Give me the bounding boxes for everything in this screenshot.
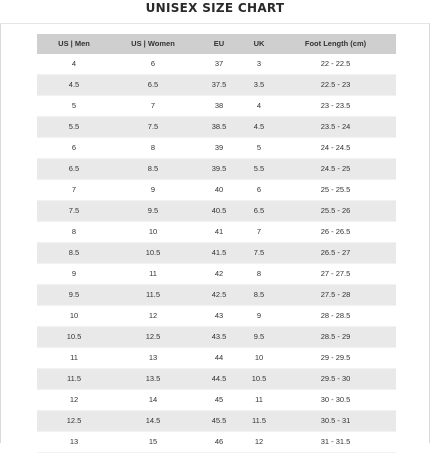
table-row <box>37 306 396 327</box>
table-row <box>37 348 396 369</box>
cell-uk: 8 <box>243 264 275 285</box>
cell-eu: 40.5 <box>195 201 243 222</box>
cell-us-women: 14.5 <box>111 411 195 432</box>
cell-us-women: 7.5 <box>111 117 195 138</box>
cell-eu: 45 <box>195 390 243 411</box>
table-row <box>37 201 396 222</box>
cell-us-women: 8.5 <box>111 159 195 180</box>
cell-us-women: 12.5 <box>111 327 195 348</box>
cell-foot-length: 23.5 - 24 <box>275 117 396 138</box>
cell-us-men: 7 <box>37 180 111 201</box>
cell-us-men: 11.5 <box>37 369 111 390</box>
cell-us-men: 7.5 <box>37 201 111 222</box>
cell-us-women: 15 <box>111 432 195 453</box>
header-eu: EU <box>213 39 225 48</box>
table-row <box>37 138 396 159</box>
cell-us-men: 4.5 <box>37 75 111 96</box>
header-foot-length: Foot Length (cm) <box>304 39 367 48</box>
cell-us-men: 9 <box>37 264 111 285</box>
cell-us-women: 7 <box>111 96 195 117</box>
cell-foot-length: 22 - 22.5 <box>275 54 396 75</box>
cell-us-men: 6.5 <box>37 159 111 180</box>
table-row <box>37 327 396 348</box>
page-title: UNISEX SIZE CHART <box>145 1 285 15</box>
size-table <box>37 34 396 453</box>
cell-uk: 10.5 <box>243 369 275 390</box>
cell-uk: 3 <box>243 54 275 75</box>
cell-us-women: 11.5 <box>111 285 195 306</box>
table-row <box>37 159 396 180</box>
cell-uk: 4.5 <box>243 117 275 138</box>
cell-eu: 43 <box>195 306 243 327</box>
cell-foot-length: 25.5 - 26 <box>275 201 396 222</box>
cell-us-women: 11 <box>111 264 195 285</box>
table-row <box>37 411 396 432</box>
cell-foot-length: 23 - 23.5 <box>275 96 396 117</box>
cell-eu: 39 <box>195 138 243 159</box>
table-row <box>37 54 396 75</box>
cell-uk: 6.5 <box>243 201 275 222</box>
table-header-row <box>37 34 396 54</box>
table-row <box>37 96 396 117</box>
cell-us-men: 13 <box>37 432 111 453</box>
cell-foot-length: 30 - 30.5 <box>275 390 396 411</box>
cell-uk: 12 <box>243 432 275 453</box>
cell-eu: 44 <box>195 348 243 369</box>
cell-us-men: 8.5 <box>37 243 111 264</box>
cell-us-women: 6 <box>111 54 195 75</box>
cell-eu: 41 <box>195 222 243 243</box>
cell-uk: 10 <box>243 348 275 369</box>
cell-eu: 40 <box>195 180 243 201</box>
cell-us-women: 10 <box>111 222 195 243</box>
table-row <box>37 180 396 201</box>
cell-us-women: 14 <box>111 390 195 411</box>
cell-foot-length: 28 - 28.5 <box>275 306 396 327</box>
table-row <box>37 117 396 138</box>
table-header <box>37 34 396 54</box>
cell-foot-length: 24 - 24.5 <box>275 138 396 159</box>
cell-eu: 38.5 <box>195 117 243 138</box>
cell-eu: 42 <box>195 264 243 285</box>
cell-foot-length: 29.5 - 30 <box>275 369 396 390</box>
cell-us-men: 4 <box>37 54 111 75</box>
table-row <box>37 390 396 411</box>
cell-us-women: 13.5 <box>111 369 195 390</box>
cell-us-women: 8 <box>111 138 195 159</box>
cell-eu: 42.5 <box>195 285 243 306</box>
cell-us-men: 11 <box>37 348 111 369</box>
cell-us-men: 9.5 <box>37 285 111 306</box>
cell-us-women: 9.5 <box>111 201 195 222</box>
table-row <box>37 264 396 285</box>
cell-eu: 44.5 <box>195 369 243 390</box>
cell-uk: 3.5 <box>243 75 275 96</box>
cell-foot-length: 26.5 - 27 <box>275 243 396 264</box>
cell-eu: 45.5 <box>195 411 243 432</box>
table-body <box>37 54 396 453</box>
cell-us-men: 10 <box>37 306 111 327</box>
cell-us-men: 5 <box>37 96 111 117</box>
cell-us-men: 12 <box>37 390 111 411</box>
cell-foot-length: 30.5 - 31 <box>275 411 396 432</box>
cell-uk: 4 <box>243 96 275 117</box>
cell-foot-length: 28.5 - 29 <box>275 327 396 348</box>
table-row <box>37 222 396 243</box>
cell-foot-length: 29 - 29.5 <box>275 348 396 369</box>
cell-us-women: 9 <box>111 180 195 201</box>
cell-foot-length: 31 - 31.5 <box>275 432 396 453</box>
cell-uk: 8.5 <box>243 285 275 306</box>
cell-foot-length: 27.5 - 28 <box>275 285 396 306</box>
table-row <box>37 75 396 96</box>
cell-uk: 11.5 <box>243 411 275 432</box>
cell-us-men: 10.5 <box>37 327 111 348</box>
cell-uk: 5 <box>243 138 275 159</box>
cell-us-men: 8 <box>37 222 111 243</box>
cell-us-men: 5.5 <box>37 117 111 138</box>
cell-eu: 46 <box>195 432 243 453</box>
cell-foot-length: 22.5 - 23 <box>275 75 396 96</box>
cell-uk: 5.5 <box>243 159 275 180</box>
header-us-men: US | Men <box>58 39 90 48</box>
cell-us-women: 13 <box>111 348 195 369</box>
cell-uk: 6 <box>243 180 275 201</box>
cell-uk: 7.5 <box>243 243 275 264</box>
cell-foot-length: 24.5 - 25 <box>275 159 396 180</box>
cell-foot-length: 26 - 26.5 <box>275 222 396 243</box>
table-row <box>37 285 396 306</box>
table-container <box>37 34 396 453</box>
header-us-women: US | Women <box>131 39 175 48</box>
cell-eu: 39.5 <box>195 159 243 180</box>
cell-us-women: 12 <box>111 306 195 327</box>
cell-eu: 37.5 <box>195 75 243 96</box>
table-row <box>37 243 396 264</box>
cell-eu: 43.5 <box>195 327 243 348</box>
cell-us-women: 10.5 <box>111 243 195 264</box>
cell-uk: 11 <box>243 390 275 411</box>
cell-foot-length: 25 - 25.5 <box>275 180 396 201</box>
cell-eu: 37 <box>195 54 243 75</box>
cell-us-women: 6.5 <box>111 75 195 96</box>
cell-eu: 38 <box>195 96 243 117</box>
cell-uk: 7 <box>243 222 275 243</box>
cell-us-men: 12.5 <box>37 411 111 432</box>
table-row <box>37 369 396 390</box>
cell-uk: 9.5 <box>243 327 275 348</box>
cell-us-men: 6 <box>37 138 111 159</box>
cell-uk: 9 <box>243 306 275 327</box>
cell-eu: 41.5 <box>195 243 243 264</box>
table-row <box>37 432 396 453</box>
table-frame <box>0 23 430 446</box>
header-uk: UK <box>253 39 265 48</box>
cell-foot-length: 27 - 27.5 <box>275 264 396 285</box>
